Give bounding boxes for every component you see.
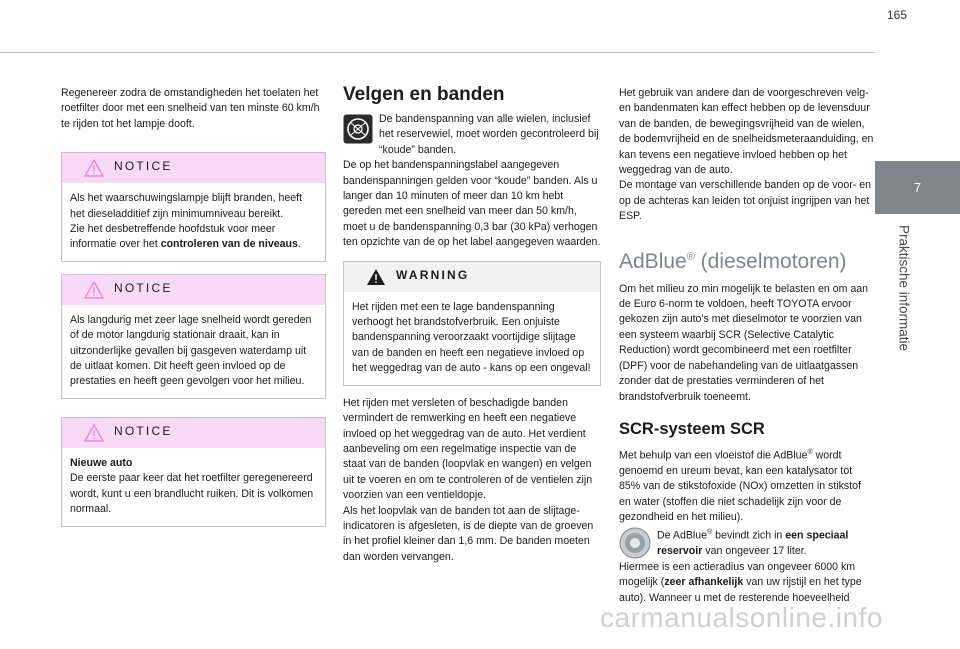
notice-box-2 bbox=[61, 274, 326, 399]
notice-box-3 bbox=[61, 417, 326, 527]
notice-header bbox=[62, 418, 325, 448]
header-rule bbox=[0, 52, 875, 53]
notice-label: NOTICE bbox=[114, 423, 173, 438]
column-right bbox=[619, 86, 875, 606]
warning-label: WARNING bbox=[396, 267, 470, 282]
column-left bbox=[61, 86, 326, 527]
notice-label: NOTICE bbox=[114, 280, 173, 295]
intro-paragraph: Regenereer zodra de omstandigheden het toelaten het roetfilter door met een snelheid van ten minste 60 km/h te rijden tot het lampje dooft. bbox=[61, 87, 320, 130]
section-heading-adblue: AdBlue® (dieselmotoren) bbox=[619, 249, 847, 273]
notice-body bbox=[62, 305, 325, 398]
warning-body bbox=[344, 292, 600, 385]
notice-text: Als langdurig met zeer lage snelheid wordt gereden of de motor langdurig stationair draait, kan in uitzonderlijke gevallen bij gasgeven waterdamp uit de uitlaat komen. Dit heeft geen invloed op de prestaties en heeft geen gevolgen voor het milieu. bbox=[70, 313, 312, 388]
watermark: carmanualsonline.info bbox=[600, 602, 883, 633]
notice-label: NOTICE bbox=[114, 159, 173, 174]
adblue-tank-block bbox=[619, 525, 875, 606]
page-number: 165 bbox=[886, 8, 908, 22]
tyre-pressure-icon bbox=[343, 114, 373, 144]
column-middle bbox=[343, 84, 601, 565]
notice-text: Als het waarschuwingslampje blijft branden, heeft het dieseladditief zijn minimumniveau bereikt. bbox=[70, 192, 303, 220]
notice-box-1 bbox=[61, 152, 326, 262]
notice-text: De eerste paar keer dat het roetfilter geregenereerd wordt, kunt u een brandlucht ruiken. Dit is volkomen normaal. bbox=[70, 472, 314, 516]
notice-body bbox=[62, 448, 325, 526]
bold-link: controleren van de niveaus bbox=[160, 238, 298, 251]
warning-box bbox=[343, 261, 601, 386]
notice-title: Nieuwe auto bbox=[70, 456, 133, 469]
warning-triangle-icon bbox=[84, 424, 104, 442]
notice-text: Zie het desbetreffende hoofdstuk voor meer informatie over het controleren van de niveaus. bbox=[70, 223, 301, 251]
rim-size-text: Het gebruik van andere dan de voorgeschreven velg- en bandenmaten kan effect hebben op de levensduur van de banden, de bewegingsvrijheid van de wielen, de bodemvrijheid en de snelheidsmeteraanduiding, en kan tevens een negatieve invloed hebben op het weggedrag van de auto. bbox=[619, 87, 874, 177]
section-heading-scr: SCR-systeem SCR bbox=[619, 419, 765, 438]
warning-triangle-icon bbox=[84, 159, 104, 177]
tyre-pressure-block bbox=[343, 112, 601, 251]
warning-header bbox=[344, 262, 600, 292]
warning-triangle-icon bbox=[84, 281, 104, 299]
notice-body bbox=[62, 183, 325, 261]
scr-text: Met behulp van een vloeistof die AdBlue® wordt genoemd en ureum bevat, kan een katalysator tot 85% van de stikstofoxide (NOx) omzetten in stikstof en water (stoffen die niet schadelijk zijn voor de gezondheid en het milieu). bbox=[619, 448, 861, 524]
esp-text: De montage van verschillende banden op de voor- en op de achteras kan leiden tot onjuist ingrijpen van het ESP. bbox=[619, 179, 872, 223]
tyre-wear-text: Als het loopvlak van de banden tot aan de slijtage-indicatoren is afgesleten, is de diepte van de groeven in het profiel kleiner dan 1,6 mm. De banden moeten dan worden vervangen. bbox=[343, 504, 594, 563]
tyre-pressure-text: De bandenspanning van alle wielen, inclusief het reservewiel, moet worden gecontroleerd bij “koude” banden. bbox=[379, 113, 599, 156]
adblue-intro: Om het milieu zo min mogelijk te belasten en om aan de Euro 6-norm te voldoen, heeft TOYOTA ervoor gekozen zijn auto's met dieselmotor te voorzien van een systeem waarbij SCR (Selective Catalytic Reduction) wordt gecombineerd met een roetfilter (DPF) voor de nabehandeling van de uitlaatgassen zonder dat de prestaties verminderen of het brandstofverbruik toeneemt. bbox=[619, 282, 869, 403]
notice-header bbox=[62, 153, 325, 183]
warning-triangle-icon bbox=[366, 268, 386, 286]
chapter-title: Praktische informatie bbox=[896, 224, 912, 352]
range-text: Hiermee is een actieradius van ongeveer 6000 km mogelijk (zeer afhankelijk van uw rijstijl en het type auto). Wanneer u met de resterende hoeveelheid bbox=[619, 560, 862, 604]
tyre-pressure-text: De op het bandenspanningslabel aangegeven bandenspanningen gelden voor “koude” banden. Als u langer dan 10 minuten of meer dan 10 km hebt gereden met een snelheid van meer dan 50 km/h, moet u de bandenspanning 0,3 bar (30 kPa) verhogen ten opzichte van de op het label aangegeven waarden. bbox=[343, 159, 601, 249]
tyre-wear-text: Het rijden met versleten of beschadigde banden vermindert de remwerking en heeft een negatieve invloed op het weggedrag van de auto. Het verdient aanbeveling om een regelmatige inspectie van de staat van de banden (loopvlak en wangen) en velgen uit te voeren en om te controleren of de ventielen zijn voorzien van een ventieldopje. bbox=[343, 396, 593, 502]
adblue-reservoir-icon bbox=[619, 527, 651, 559]
warning-text: Het rijden met een te lage bandenspanning verhoogt het brandstofverbruik. Een onjuiste bandenspanning veroorzaakt voortijdige slijtage van de banden en heeft een negatieve invloed op het weggedrag van de auto - kans op een ongeval! bbox=[352, 300, 591, 375]
section-heading-wheels-tyres: Velgen en banden bbox=[343, 84, 505, 105]
tank-text: De AdBlue® bevindt zich in een speciaal reservoir van ongeveer 17 liter. bbox=[657, 529, 849, 558]
chapter-tab[interactable]: 7 bbox=[875, 161, 960, 214]
notice-header bbox=[62, 275, 325, 305]
